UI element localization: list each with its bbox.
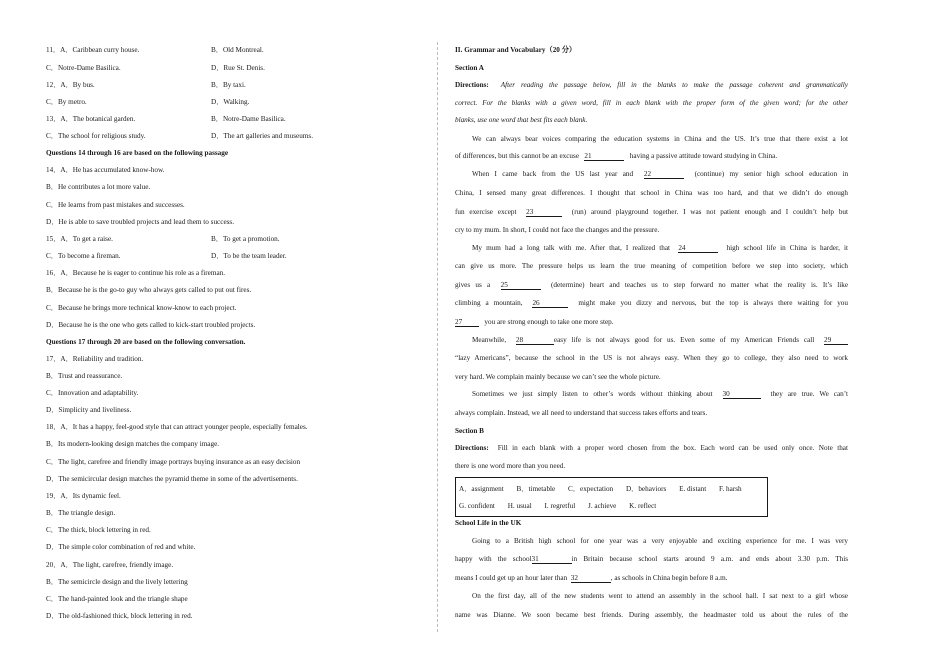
blank-26[interactable]: 26 bbox=[532, 300, 568, 308]
p3-line-5: 27 you are strong enough to take one more step. bbox=[455, 318, 614, 326]
p4-line-2: “lazy Americans”, because the school in the US is not always easy. When they go to college, they also need to work bbox=[455, 354, 848, 362]
p5-line-2: always complain. Instead, we all need to understand that success takes efforts and tears. bbox=[455, 409, 708, 417]
q16-option-b: B．Because he is the go-to guy who always gets called to put out fires. bbox=[46, 286, 252, 294]
q16-option-a: 16．A．Because he is eager to continue his role as a fireman. bbox=[46, 269, 226, 277]
directions-a-line-2: correct. For the blanks with a given word, fill in each blank with the proper form of the given word; for the other bbox=[455, 99, 848, 107]
q19-option-b: B．The triangle design. bbox=[46, 509, 116, 517]
p4-line-3: very hard. We complain mainly because we can’t see the whole picture. bbox=[455, 373, 661, 381]
blank-24[interactable]: 24 bbox=[678, 245, 718, 253]
p2-line-3: fun exercise except 23 (run) around playground together. I was not patient enough and I couldn’t help but bbox=[455, 208, 849, 216]
word-box bbox=[455, 477, 768, 517]
q20-option-b: B．The semicircle design and the lively lettering bbox=[46, 578, 188, 586]
blank-30[interactable]: 30 bbox=[723, 391, 761, 399]
pb1-line-2: happy with the school31 in Britain because school starts around 9 a.m. and ends about 3.30 p.m. This bbox=[455, 555, 848, 563]
q11-option-d: D．Rue St. Denis. bbox=[211, 64, 265, 72]
q17-option-a: 17．A．Reliability and tradition. bbox=[46, 355, 144, 363]
word-option-d: D．behaviors bbox=[625, 485, 667, 493]
q16-option-d: D．Because he is the one who gets called to kick-start troubled projects. bbox=[46, 321, 256, 329]
p2-line-1: When I came back from the US last year and 22 (continue) my senior high school education in bbox=[472, 170, 849, 178]
q13-option-b: B．Notre-Dame Basilica. bbox=[211, 115, 286, 123]
p1-line-2: of differences, but this cannot be an excuse 21 having a passive attitude toward studying in China. bbox=[455, 152, 778, 160]
pb2-line-2: name was Dianne. We soon became best friends. During assembly, the headmaster told us about the rules of the bbox=[455, 611, 848, 619]
q12-option-b: B．By taxi. bbox=[211, 81, 246, 89]
q15-option-d: D．To be the team leader. bbox=[211, 252, 287, 260]
q11-option-a: 11．A．Caribbean curry house. bbox=[46, 46, 140, 54]
q13-option-a: 13．A．The botanical garden. bbox=[46, 115, 136, 123]
q14-option-c: C．He learns from past mistakes and successes. bbox=[46, 201, 185, 209]
word-option-c: C．expectation bbox=[568, 485, 614, 493]
pb1-line-3: means I could get up an hour later than 32 , as schools in China begin before 8 a.m. bbox=[455, 574, 728, 582]
q11-option-b: B．Old Montreal. bbox=[211, 46, 264, 54]
q13-option-c: C．The school for religious study. bbox=[46, 132, 146, 140]
blank-27[interactable]: 27 bbox=[455, 319, 479, 327]
blank-28[interactable]: 28 bbox=[516, 337, 554, 345]
q15-option-a: 15．A．To get a raise. bbox=[46, 235, 113, 243]
p5-line-1: Sometimes we just simply listen to other’s words without thinking about 30 they are true. We can’t bbox=[472, 390, 849, 398]
q18-option-d: D．The semicircular design matches the pyramid theme in some of the advertisements. bbox=[46, 475, 298, 483]
word-option-a: A．assignment bbox=[459, 485, 504, 493]
q18-option-b: B．Its modern-looking design matches the company image. bbox=[46, 440, 220, 448]
p2-line-2: China, I sensed many great differences. I thought that school in China was too hard, and that we didn’t do enough bbox=[455, 189, 848, 197]
blank-31[interactable]: 31 bbox=[532, 556, 572, 564]
q14-option-a: 14．A．He has accumulated know-how. bbox=[46, 166, 165, 174]
q14-option-d: D．He is able to save troubled projects and lead them to success. bbox=[46, 218, 235, 226]
blank-23[interactable]: 23 bbox=[526, 209, 562, 217]
directions-label: Directions: bbox=[455, 81, 489, 89]
passage-title: School Life in the UK bbox=[455, 519, 522, 527]
word-option-k: K. reflect bbox=[629, 502, 657, 510]
q17-option-d: D．Simplicity and liveliness. bbox=[46, 406, 132, 414]
q20-option-a: 20．A．The light, carefree, friendly image. bbox=[46, 561, 174, 569]
word-option-b: B．timetable bbox=[516, 485, 556, 493]
q18-option-c: C．The light, carefree and friendly image portrays buying insurance as an easy decision bbox=[46, 458, 301, 466]
word-box-row-2 bbox=[459, 502, 667, 510]
p3-line-2: can give us more. The pressure helps us learn the true meaning of competition before we step into society, which bbox=[455, 262, 848, 270]
q11-option-c: C．Notre-Dame Basilica. bbox=[46, 64, 121, 72]
section-title: II. Grammar and Vocabulary（20 分） bbox=[455, 46, 577, 54]
q12-option-c: C．By metro. bbox=[46, 98, 87, 106]
q15-option-c: C．To become a fireman. bbox=[46, 252, 121, 260]
section-b-heading: Section B bbox=[455, 427, 484, 435]
q12-option-d: D．Walking. bbox=[211, 98, 250, 106]
word-option-f: F. harsh bbox=[719, 485, 742, 493]
directions-a-line-1 bbox=[455, 82, 848, 89]
q17-option-c: C．Innovation and adaptability. bbox=[46, 389, 139, 397]
word-option-e: E. distant bbox=[679, 485, 707, 493]
q12-option-a: 12．A．By bus. bbox=[46, 81, 95, 89]
column-divider bbox=[437, 42, 438, 632]
p4-line-1: Meanwhile, 28 easy life is not always good for us. Even some of my American Friends call 29 bbox=[455, 337, 848, 345]
directions-b-line-2: there is one word more than you need. bbox=[455, 462, 566, 470]
q13-option-d: D．The art galleries and museums. bbox=[211, 132, 313, 140]
q19-option-c: C．The thick, block lettering in red. bbox=[46, 526, 151, 534]
pb1-line-1: Going to a British high school for one year was a very enjoyable and exciting experience for me. I was very bbox=[472, 537, 848, 545]
blank-32[interactable]: 32 bbox=[571, 575, 611, 583]
directions-a-line-3: blanks, use one word that best fits each blank. bbox=[455, 116, 588, 124]
heading-questions-14-16: Questions 14 through 16 are based on the following passage bbox=[46, 149, 229, 157]
p3-line-4: climbing a mountain, 26 might make you dizzy and nervous, but the top is always there waiting for you bbox=[455, 299, 848, 307]
p3-line-1: My mum had a long talk with me. After that, I realized that 24 high school life in China is harder, it bbox=[472, 244, 849, 252]
word-option-h: H. usual bbox=[507, 502, 532, 510]
directions-a-text-1: After reading the passage below, fill in the blanks to make the passage coherent and grammatically bbox=[500, 81, 848, 89]
q20-option-c: C．The hand-painted look and the triangle shape bbox=[46, 595, 188, 603]
q18-option-a: 18．A．It has a happy, feel-good style that can attract younger people, especially females. bbox=[46, 423, 308, 431]
q14-option-b: B．He contributes a lot more value. bbox=[46, 183, 151, 191]
q15-option-b: B．To get a promotion. bbox=[211, 235, 280, 243]
q17-option-b: B．Trust and reassurance. bbox=[46, 372, 123, 380]
directions-b-line-1: Directions: Fill in each blank with a proper word chosen from the box. Each word can be used only once. Note that bbox=[455, 444, 848, 452]
p2-line-4: cry to my mum. In short, I could not face the changes and the pressure. bbox=[455, 226, 660, 234]
word-option-j: J. achieve bbox=[588, 502, 617, 510]
p1-line-1: We can always bear voices comparing the education systems in China and the US. It’s true that there exist a lot bbox=[472, 135, 848, 143]
q20-option-d: D．The old-fashioned thick, block lettering in red. bbox=[46, 612, 193, 620]
blank-25[interactable]: 25 bbox=[501, 282, 541, 290]
q16-option-c: C．Because he brings more technical know-know to each project. bbox=[46, 304, 237, 312]
blank-21[interactable]: 21 bbox=[584, 153, 624, 161]
q19-option-d: D．The simple color combination of red and white. bbox=[46, 543, 196, 551]
directions-b-label: Directions: bbox=[455, 444, 489, 452]
heading-questions-17-20: Questions 17 through 20 are based on the following conversation. bbox=[46, 338, 246, 346]
word-option-g: G. confident bbox=[459, 502, 495, 510]
pb2-line-1: On the first day, all of the new students went to attend an assembly in the school hall. I sat next to a girl whose bbox=[472, 592, 848, 600]
p3-line-3: gives us a 25 (determine) heart and teaches us to step forward no matter what the reality is. It’s like bbox=[455, 281, 849, 289]
word-option-i: I. regretful bbox=[544, 502, 576, 510]
q19-option-a: 19．A．Its dynamic feel. bbox=[46, 492, 121, 500]
section-a-heading: Section A bbox=[455, 64, 484, 72]
blank-29[interactable]: 29 bbox=[824, 337, 848, 345]
blank-22[interactable]: 22 bbox=[644, 171, 684, 179]
word-box-row-1 bbox=[459, 484, 753, 494]
